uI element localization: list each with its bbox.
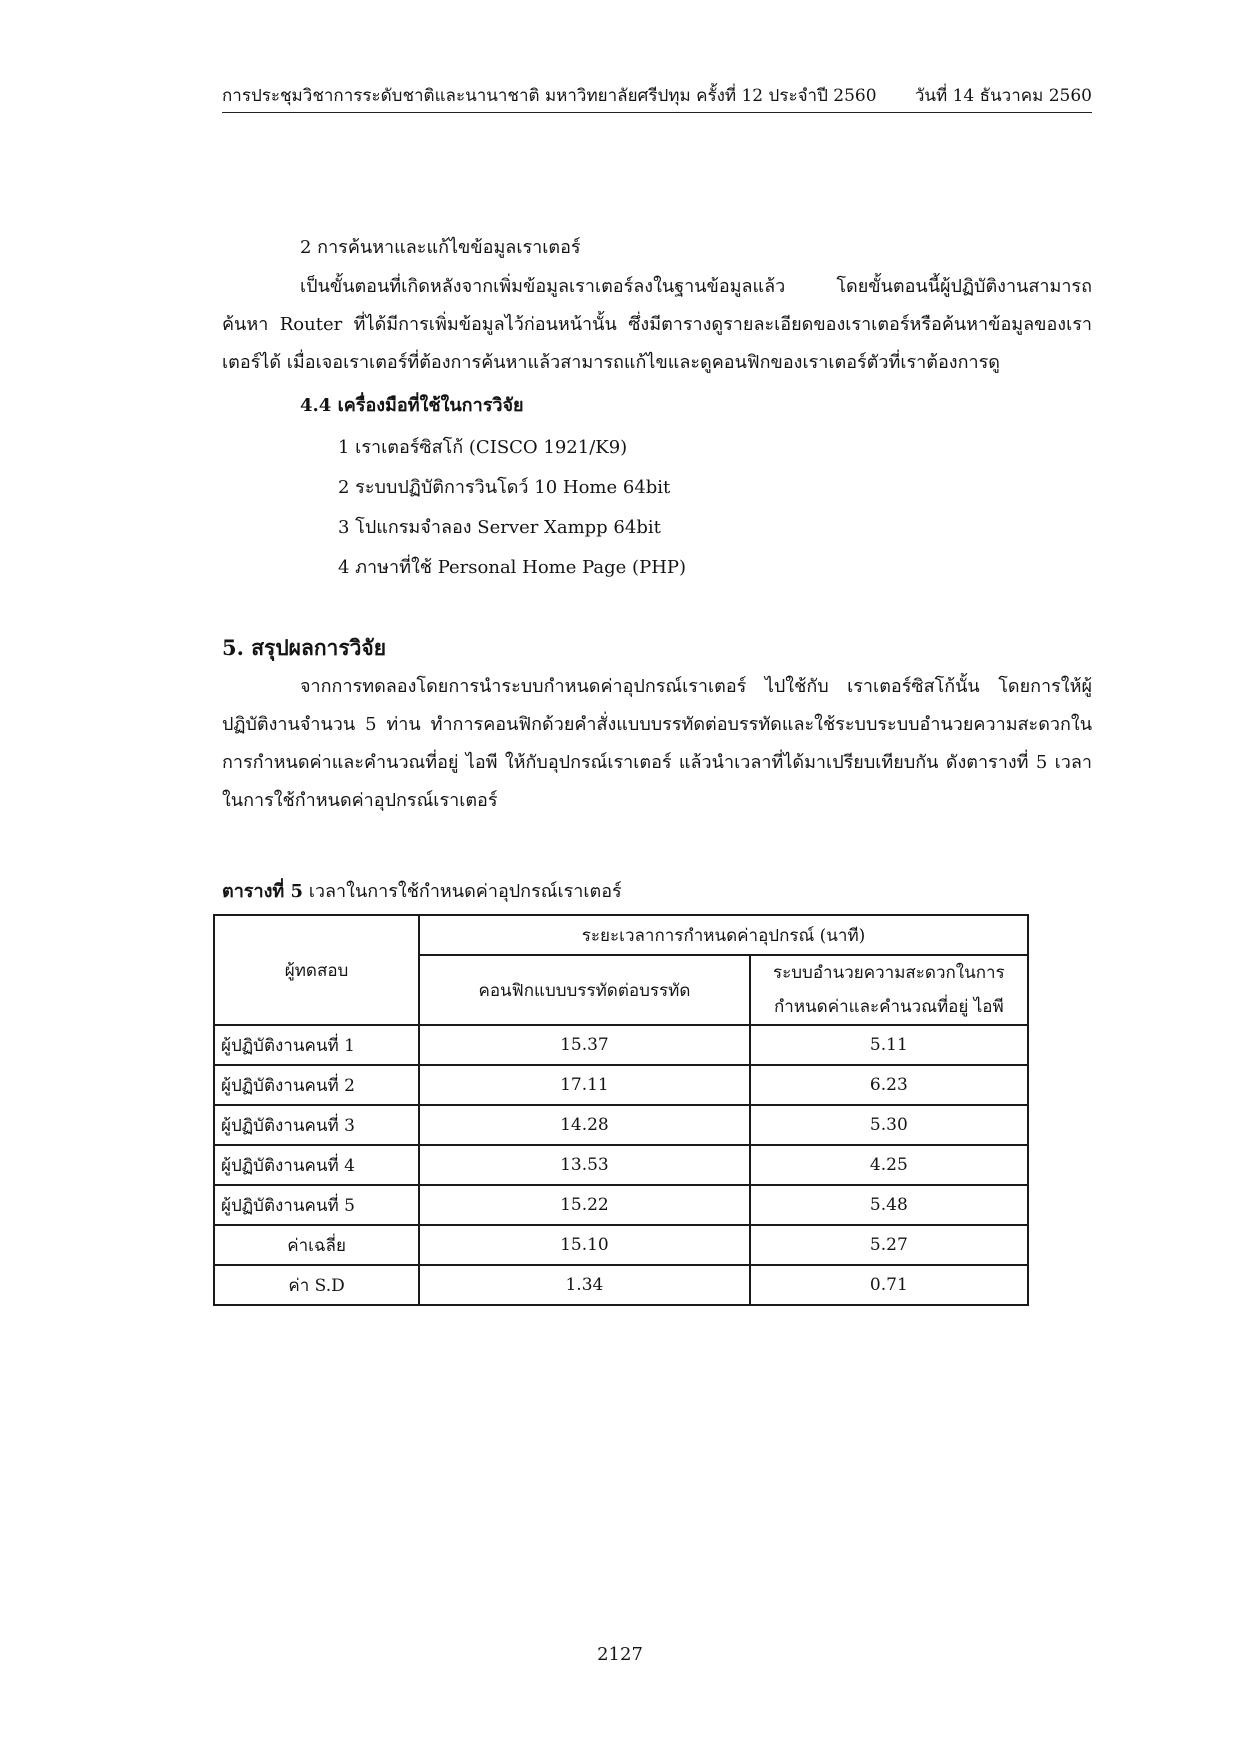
cell-system: 0.71 — [750, 1265, 1028, 1305]
table-caption — [222, 876, 622, 905]
cell-cli: 17.11 — [419, 1065, 750, 1105]
table-row — [214, 1025, 1028, 1065]
results-table — [213, 914, 1029, 1306]
header-duration-group: ระยะเวลาการกำหนดค่าอุปกรณ์ (นาที) — [419, 915, 1028, 955]
cell-system: 4.25 — [750, 1145, 1028, 1185]
header-system-line1: ระบบอำนวยความสะดวกในการ — [773, 963, 1005, 983]
section-heading-conclusion: 5. สรุปผลการวิจัย — [222, 635, 387, 660]
cell-cli: 13.53 — [419, 1145, 750, 1185]
tool-item: 4 ภาษาที่ใช้ Personal Home Page (PHP) — [338, 557, 687, 578]
header-cli: คอนฟิกแบบบรรทัดต่อบรรทัด — [419, 955, 750, 1025]
cell-cli: 1.34 — [419, 1265, 750, 1305]
row-label: ค่า S.D — [214, 1265, 419, 1305]
tool-item: 3 โปแกรมจำลอง Server Xampp 64bit — [338, 517, 661, 538]
cell-cli: 15.22 — [419, 1185, 750, 1225]
header-tester: ผู้ทดสอบ — [214, 915, 419, 1025]
cell-cli: 15.37 — [419, 1025, 750, 1065]
row-label: ผู้ปฏิบัติงานคนที่ 1 — [214, 1025, 419, 1065]
cell-system: 6.23 — [750, 1065, 1028, 1105]
row-label: ค่าเฉลี่ย — [214, 1225, 419, 1265]
page-number: 2127 — [597, 1644, 643, 1665]
row-label: ผู้ปฏิบัติงานคนที่ 4 — [214, 1145, 419, 1185]
cell-system: 5.27 — [750, 1225, 1028, 1265]
row-label: ผู้ปฏิบัติงานคนที่ 2 — [214, 1065, 419, 1105]
tool-item: 2 ระบบปฏิบัติการวินโดว์ 10 Home 64bit — [338, 477, 671, 498]
paragraph-text: จากการทดลองโดยการนำระบบกำหนดค่าอุปกรณ์เราเตอร์ ไปใช้กับ เราเตอร์ซิสโก้นั้น โดยการให้ผู้ปฏิบัติงานจำนวน 5 ท่าน ทำการคอนฟิกด้วยคำสั่งแบบบรรทัดต่อบรรทัดและใช้ระบบระบบอำนวยความสะดวกในการกำหนดค่าและคำนวณที่อยู่ ไอพี ให้กับอุปกรณ์เราเตอร์ แล้วนำเวลาที่ได้มาเปรียบเทียบกัน ดังตารางที่ 5 เวลาในการใช้กำหนดค่าอุปกรณ์เราเตอร์ — [222, 676, 1092, 811]
table-row-sd — [214, 1265, 1028, 1305]
cell-system: 5.11 — [750, 1025, 1028, 1065]
cell-cli: 15.10 — [419, 1225, 750, 1265]
table-caption-text: เวลาในการใช้กำหนดค่าอุปกรณ์เราเตอร์ — [303, 881, 622, 902]
table-row — [214, 1105, 1028, 1145]
cell-system: 5.30 — [750, 1105, 1028, 1145]
page-header — [222, 80, 1092, 113]
cell-cli: 14.28 — [419, 1105, 750, 1145]
row-label: ผู้ปฏิบัติงานคนที่ 5 — [214, 1185, 419, 1225]
table-header-row — [214, 915, 1028, 955]
table-row-mean — [214, 1225, 1028, 1265]
section-heading-tools: 4.4 เครื่องมือที่ใช้ในการวิจัย — [300, 395, 524, 416]
paragraph-text: เป็นขั้นตอนที่เกิดหลังจากเพิ่มข้อมูลเราเตอร์ลงในฐานข้อมูลแล้ว โดยขั้นตอนนี้ผู้ปฏิบัติงานสามารถค้นหา Router ที่ได้มีการเพิ่มข้อมูลไว้ก่อนหน้านั้น ซึ่งมีตารางดูรายละเอียดของเราเตอร์หรือค้นหาข้อมูลของเราเตอร์ได้ เมื่อเจอเราเตอร์ที่ต้องการค้นหาแล้วสามารถแก้ไขและดูคอนฟิกของเราเตอร์ตัวที่เราต้องการดู — [222, 276, 1092, 373]
paragraph-search-edit — [222, 268, 1092, 382]
table-row — [214, 1185, 1028, 1225]
header-system-line2: กำหนดค่าและคำนวณที่อยู่ ไอพี — [773, 997, 1004, 1017]
conference-date: วันที่ 14 ธันวาคม 2560 — [914, 86, 1092, 106]
paragraph-conclusion — [222, 668, 1092, 820]
cell-system: 5.48 — [750, 1185, 1028, 1225]
subsection-heading: 2 การค้นหาและแก้ไขข้อมูลเราเตอร์ — [300, 237, 581, 258]
tool-item: 1 เราเตอร์ซิสโก้ (CISCO 1921/K9) — [338, 437, 628, 458]
row-label: ผู้ปฏิบัติงานคนที่ 3 — [214, 1105, 419, 1145]
table-caption-label: ตารางที่ 5 — [222, 881, 304, 902]
conference-title: การประชุมวิชาการระดับชาติและนานาชาติ มหาวิทยาลัยศรีปทุม ครั้งที่ 12 ประจำปี 2560 — [222, 86, 877, 106]
table-row — [214, 1145, 1028, 1185]
table-row — [214, 1065, 1028, 1105]
header-system — [750, 955, 1028, 1025]
